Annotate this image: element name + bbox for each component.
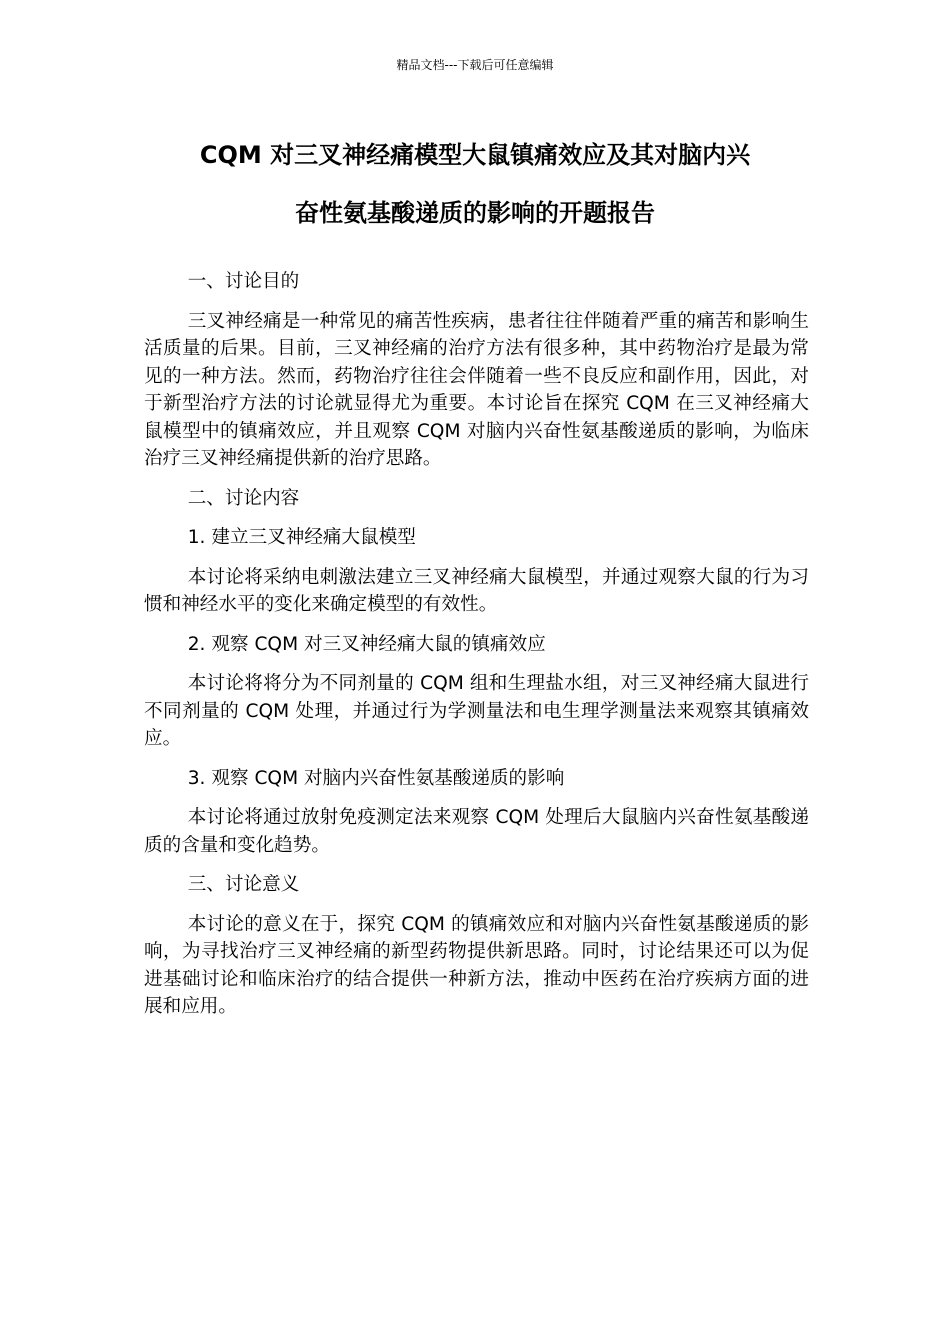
document-title-line-2: 奋性氨基酸递质的影响的开题报告	[295, 199, 655, 227]
section-paragraph-significance: 本讨论的意义在于，探究 CQM 的镇痛效应和对脑内兴奋性氨基酸递质的影响，为寻找治疗三叉神经痛的新型药物提供新思路。同时，讨论结果还可以为促进基础讨论和临床治疗的结合提供一种新方法，推动中医药在治疗疾病方面的进展和应用。	[144, 913, 809, 1017]
section-heading-content: 二、讨论内容	[187, 487, 300, 509]
document-title-line-1: CQM 对三叉神经痛模型大鼠镇痛效应及其对脑内兴	[199, 141, 751, 169]
subsection-paragraph-1: 本讨论将采纳电刺激法建立三叉神经痛大鼠模型，并通过观察大鼠的行为习惯和神经水平的变化来确定模型的有效性。	[144, 566, 809, 615]
header-note: 精品文档---下载后可任意编辑	[396, 58, 554, 72]
document-body	[144, 268, 809, 1033]
subsection-heading-3: 3. 观察 CQM 对脑内兴奋性氨基酸递质的影响	[187, 767, 565, 789]
subsection-paragraph-3: 本讨论将通过放射免疫测定法来观察 CQM 处理后大鼠脑内兴奋性氨基酸递质的含量和变化趋势。	[144, 807, 809, 856]
section-heading-significance: 三、讨论意义	[187, 874, 300, 895]
section-paragraph-purpose: 三叉神经痛是一种常见的痛苦性疾病，患者往往伴随着严重的痛苦和影响生活质量的后果。目前，三叉神经痛的治疗方法有很多种，其中药物治疗是最为常见的一种方法。然而，药物治疗往往会伴随着一些不良反应和副作用，因此，对于新型治疗方法的讨论就显得尤为重要。本讨论旨在探究 CQM 在三叉神经痛大鼠模型中的镇痛效应，并且观察 CQM 对脑内兴奋性氨基酸递质的影响，为临床治疗三叉神经痛提供新的治疗思路。	[144, 310, 809, 469]
section-heading-purpose: 一、讨论目的	[187, 271, 300, 292]
subsection-paragraph-2: 本讨论将将分为不同剂量的 CQM 组和生理盐水组，对三叉神经痛大鼠进行不同剂量的 CQM 处理，并通过行为学测量法和电生理学测量法来观察其镇痛效应。	[144, 673, 809, 749]
subsection-heading-2: 2. 观察 CQM 对三叉神经痛大鼠的镇痛效应	[187, 633, 546, 655]
subsection-heading-1: 1. 建立三叉神经痛大鼠模型	[187, 527, 416, 548]
